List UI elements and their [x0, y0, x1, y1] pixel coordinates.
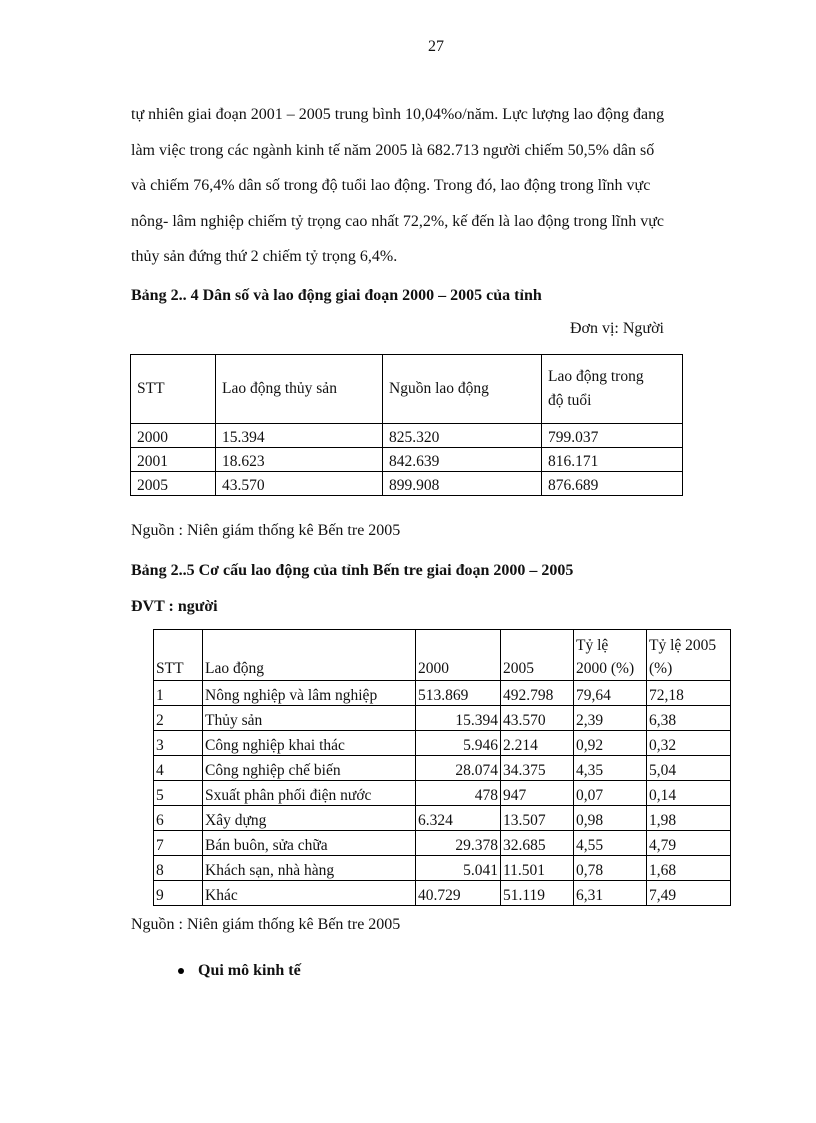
labor-structure-table: [153, 629, 731, 906]
table-cell: 4,79: [647, 831, 731, 856]
table2-caption: Bảng 2..5 Cơ cấu lao động của tỉnh Bến tre giai đoạn 2000 – 2005: [131, 562, 574, 579]
header-cell: STT: [154, 630, 203, 681]
table-cell: Bán buôn, sửa chữa: [203, 831, 416, 856]
table-cell: 6: [154, 806, 203, 831]
header-cell: Nguồn lao động: [383, 355, 542, 424]
header-line: (%): [649, 660, 673, 677]
table-cell: 3: [154, 731, 203, 756]
table-cell: 34.375: [501, 756, 574, 781]
table-cell: 1,98: [647, 806, 731, 831]
table1-caption: Bảng 2.. 4 Dân số và lao động giai đoạn 2000 – 2005 của tỉnh: [131, 287, 542, 304]
table-cell: 7,49: [647, 881, 731, 906]
table-cell: 15.394: [216, 424, 383, 448]
header-line: Tỷ lệ: [576, 637, 609, 654]
page-number: 27: [428, 38, 444, 55]
header-line: độ tuổi: [548, 392, 592, 409]
table-row: [154, 756, 731, 781]
table-cell: 43.570: [501, 706, 574, 731]
table-cell: 1: [154, 681, 203, 706]
table-cell: 8: [154, 856, 203, 881]
header-cell: [647, 630, 731, 681]
header-cell: [542, 355, 683, 424]
table-cell: 2.214: [501, 731, 574, 756]
header-line: Tỷ lệ 2005: [649, 637, 717, 654]
paragraph-line: và chiếm 76,4% dân số trong độ tuổi lao động. Trong đó, lao động trong lĩnh vực: [131, 177, 651, 194]
table-cell: 0,07: [574, 781, 647, 806]
table-cell: 6.324: [416, 806, 501, 831]
table-cell: 40.729: [416, 881, 501, 906]
bullet-text: Qui mô kinh tế: [198, 962, 301, 979]
table-cell: 11.501: [501, 856, 574, 881]
table-cell: 18.623: [216, 448, 383, 472]
table-cell: 2005: [131, 472, 216, 496]
table-row: [154, 831, 731, 856]
table-cell: 32.685: [501, 831, 574, 856]
table-cell: 29.378: [416, 831, 501, 856]
header-cell: Lao động: [203, 630, 416, 681]
table-cell: 5.041: [416, 856, 501, 881]
table-row: [154, 806, 731, 831]
table-cell: Thủy sản: [203, 706, 416, 731]
table-cell: 13.507: [501, 806, 574, 831]
table-cell: 0,78: [574, 856, 647, 881]
table-header-row: [154, 630, 731, 681]
table-row: [154, 781, 731, 806]
table-cell: 7: [154, 831, 203, 856]
table-cell: Công nghiệp chế biến: [203, 756, 416, 781]
table-cell: 28.074: [416, 756, 501, 781]
table1-source: Nguồn : Niên giám thống kê Bến tre 2005: [131, 522, 401, 539]
table-cell: 5: [154, 781, 203, 806]
table-row: [131, 424, 683, 448]
table-cell: 0,14: [647, 781, 731, 806]
table-cell: 947: [501, 781, 574, 806]
table1-unit: Đơn vị: Người: [569, 320, 664, 337]
table-cell: 79,64: [574, 681, 647, 706]
table-cell: 816.171: [542, 448, 683, 472]
table-cell: 0,32: [647, 731, 731, 756]
table-cell: 513.869: [416, 681, 501, 706]
table-cell: 9: [154, 881, 203, 906]
table2-unit: ĐVT : người: [131, 598, 218, 615]
table-cell: 2,39: [574, 706, 647, 731]
table-cell: 492.798: [501, 681, 574, 706]
paragraph-line: làm việc trong các ngành kinh tế năm 2005 là 682.713 người chiếm 50,5% dân số: [131, 141, 655, 159]
table-cell: Xây dựng: [203, 806, 416, 831]
table-row: [131, 472, 683, 496]
table-row: [154, 706, 731, 731]
table-row: [154, 856, 731, 881]
header-line: 2000 (%): [576, 660, 635, 677]
table-cell: 72,18: [647, 681, 731, 706]
table-cell: 4,35: [574, 756, 647, 781]
table-header-row: [131, 355, 683, 424]
table-cell: Sxuất phân phối điện nước: [203, 781, 416, 806]
table-row: [154, 881, 731, 906]
table-cell: 2000: [131, 424, 216, 448]
table-cell: 842.639: [383, 448, 542, 472]
table-cell: 825.320: [383, 424, 542, 448]
paragraph-line: nông- lâm nghiệp chiếm tỷ trọng cao nhất 72,2%, kế đến là lao động trong lĩnh vực: [131, 212, 664, 230]
table-cell: 478: [416, 781, 501, 806]
header-cell: STT: [131, 355, 216, 424]
table-cell: Khách sạn, nhà hàng: [203, 856, 416, 881]
paragraph-line: thủy sản đứng thứ 2 chiếm tỷ trọng 6,4%.: [131, 248, 398, 265]
table-cell: 43.570: [216, 472, 383, 496]
table-cell: 2001: [131, 448, 216, 472]
table-cell: 5,04: [647, 756, 731, 781]
header-cell: [574, 630, 647, 681]
table-cell: 5.946: [416, 731, 501, 756]
header-cell: Lao động thủy sản: [216, 355, 383, 424]
body-paragraph: [131, 97, 751, 275]
table-cell: 51.119: [501, 881, 574, 906]
table-row: [131, 448, 683, 472]
header-cell: 2000: [416, 630, 501, 681]
table-cell: 6,31: [574, 881, 647, 906]
header-cell: 2005: [501, 630, 574, 681]
table-cell: 0,98: [574, 806, 647, 831]
table-cell: 899.908: [383, 472, 542, 496]
bullet-item: [178, 962, 301, 980]
table-cell: Nông nghiệp và lâm nghiệp: [203, 681, 416, 706]
bullet-icon: [178, 968, 184, 974]
table-cell: 4: [154, 756, 203, 781]
table2-source: Nguồn : Niên giám thống kê Bến tre 2005: [131, 916, 401, 933]
table-cell: 2: [154, 706, 203, 731]
table-cell: 799.037: [542, 424, 683, 448]
paragraph-line: tự nhiên giai đoạn 2001 – 2005 trung bình 10,04%o/năm. Lực lượng lao động đang: [131, 106, 665, 123]
table-cell: Khác: [203, 881, 416, 906]
table-cell: Công nghiệp khai thác: [203, 731, 416, 756]
table-cell: 15.394: [416, 706, 501, 731]
table-row: [154, 681, 731, 706]
table-cell: 4,55: [574, 831, 647, 856]
population-labor-table: [130, 354, 683, 496]
table-row: [154, 731, 731, 756]
table-cell: 0,92: [574, 731, 647, 756]
table-cell: 6,38: [647, 706, 731, 731]
table-cell: 876.689: [542, 472, 683, 496]
table-cell: 1,68: [647, 856, 731, 881]
header-line: Lao động trong: [548, 368, 644, 385]
